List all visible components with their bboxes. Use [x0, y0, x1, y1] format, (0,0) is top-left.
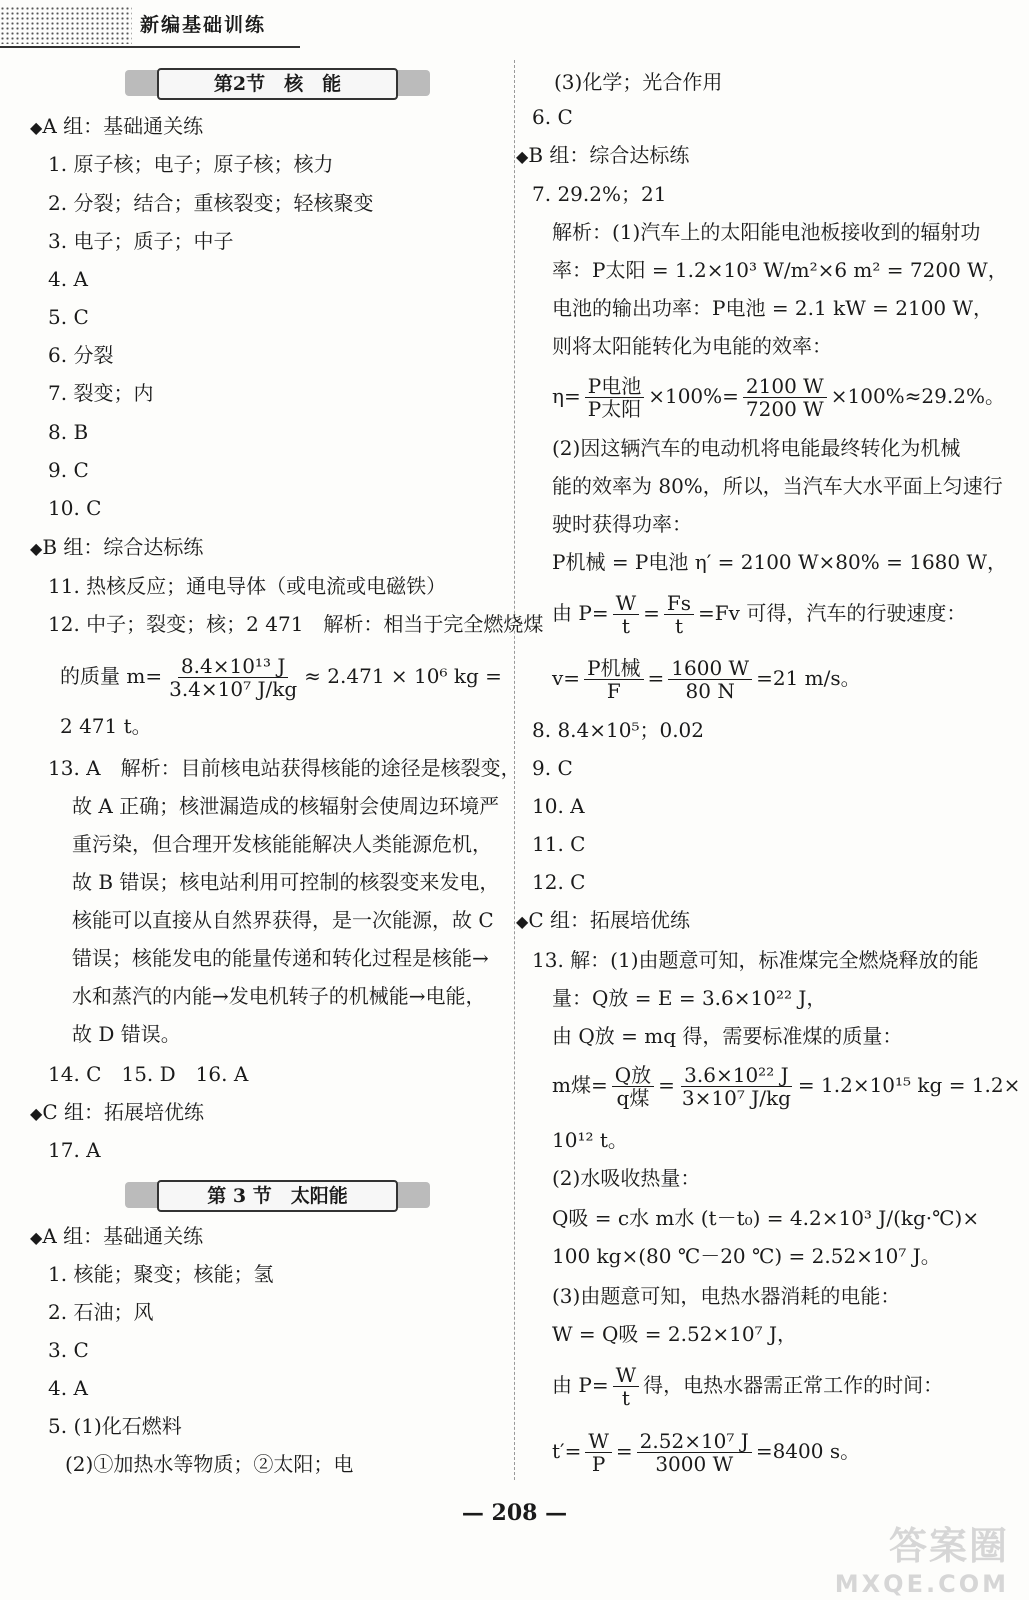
answer-item: 7. 裂变；内 [48, 381, 154, 405]
section-title: 第2节 核 能 [157, 68, 398, 100]
answer-item: 9. C [532, 756, 573, 780]
answer-formula: v= $\frac{\text{P机械}}{F}$ = $\frac{1600 W}{80 N}$ =21 m/s。 [552, 656, 861, 703]
answer-item: (2)①加热水等物质；②太阳；电 [65, 1452, 354, 1476]
answer-formula: m煤= $\frac{\text{Q放}}{\text{q煤}}$ = $\frac{\text{3.6×10²² J}}{\text{3×10⁷ J/kg}}$ = 1.2×10¹⁵ kg = 1.2× [552, 1063, 1021, 1110]
answer-item: 13. 解：(1)由题意可知，标准煤完全燃烧释放的能 [532, 948, 979, 972]
watermark-logo: 答案圈 MXQE.COM [834, 1524, 1009, 1598]
group-heading: ◆A 组：基础通关练 [30, 1224, 204, 1248]
answer-item: Q吸 = c水 m水 (t－t₀) = 4.2×10³ J/(kg·℃)× [552, 1206, 980, 1230]
group-heading: ◆B 组：综合达标练 [516, 143, 690, 167]
answer-item: 水和蒸汽的内能→发电机转子的机械能→电能， [72, 984, 486, 1008]
page-header [0, 0, 300, 50]
answer-item: 1. 原子核；电子；原子核；核力 [48, 152, 334, 176]
answer-item: 12. C [532, 870, 586, 894]
answer-item: (3)由题意可知，电热水器消耗的电能： [552, 1284, 901, 1308]
answer-item: 13. A 解析：目前核电站获得核能的途径是核裂变， [48, 756, 521, 780]
answer-item: 电池的输出功率：P电池 = 2.1 kW = 2100 W， [552, 296, 994, 320]
answer-item: 5. C [48, 305, 89, 329]
answer-item: 6. 分裂 [48, 343, 114, 367]
fraction: $\frac{\text{2.52×10⁷ J}}{3000 W}$ [637, 1430, 752, 1475]
fraction: $\frac{W}{P}$ [585, 1430, 612, 1475]
answer-item: 9. C [48, 458, 89, 482]
answer-item: 6. C [532, 105, 573, 129]
answer-item: 故 A 正确；核泄漏造成的核辐射会使周边环境严 [72, 794, 500, 818]
answer-item: 故 D 错误。 [72, 1022, 181, 1046]
fraction: $\frac{\text{P电池}}{\text{P太阳}}$ [585, 375, 644, 420]
answer-formula: η= $\frac{\text{P电池}}{\text{P太阳}}$ ×100%= $\frac{2100 W}{7200 W}$ ×100%≈29.2%。 [552, 374, 1005, 421]
section-banner-3 [125, 1180, 430, 1210]
page-number: — 208 — [461, 1500, 568, 1526]
answer-item: 3. C [48, 1338, 89, 1362]
answer-formula: 由 P= $\frac{W}{t}$ = $\frac{Fs}{t}$ =Fv 可得，汽车的行驶速度： [552, 591, 967, 638]
answer-item: 10¹² t。 [552, 1128, 628, 1152]
answer-item: W = Q吸 = 2.52×10⁷ J， [552, 1322, 798, 1346]
answer-formula: 由 P= $\frac{W}{t}$ 得，电热水器需正常工作的时间： [552, 1363, 944, 1410]
answer-item: 4. A [48, 1376, 88, 1400]
answer-item: 1. 核能；聚变；核能；氢 [48, 1262, 274, 1286]
answer-item: (2)因这辆汽车的电动机将电能最终转化为机械 [552, 436, 961, 460]
answer-item: 10. A [532, 794, 585, 818]
answer-item: 5. (1)化石燃料 [48, 1414, 182, 1438]
fraction: $\frac{\text{P机械}}{F}$ [584, 657, 643, 702]
header-dot-pattern [0, 6, 132, 44]
answer-item: 14. C 15. D 16. A [48, 1062, 249, 1086]
fraction: $\frac{\text{3.6×10²² J}}{\text{3×10⁷ J/kg}}$ [681, 1063, 791, 1110]
answer-item: 12. 中子；裂变；核；2 471 解析：相当于完全燃烧煤 [48, 612, 544, 636]
answer-item: (3)化学；光合作用 [554, 70, 723, 94]
answer-item: 2 471 t。 [60, 714, 152, 738]
fraction: $\frac{2100 W}{7200 W}$ [743, 375, 827, 420]
answer-item: 3. 电子；质子；中子 [48, 229, 234, 253]
group-heading: ◆C 组：拓展培优练 [516, 908, 690, 932]
answer-formula: 的质量 m= $\frac{\text{8.4×10¹³ J}}{\text{3.4×10⁷ J/kg}}$ ≈ 2.471 × 10⁶ kg = [60, 654, 502, 701]
answer-item: (2)水吸收热量： [552, 1166, 701, 1190]
answer-item: 解析：(1)汽车上的太阳能电池板接收到的辐射功 [552, 220, 981, 244]
section-banner-2 [125, 68, 430, 98]
answer-item: 驶时获得功率： [552, 512, 692, 536]
answer-item: 8. B [48, 420, 89, 444]
answer-item: 2. 分裂；结合；重核裂变；轻核聚变 [48, 191, 374, 215]
fraction: $\frac{1600 W}{80 N}$ [668, 657, 752, 702]
answer-item: 重污染，但合理开发核能能解决人类能源危机， [72, 832, 492, 856]
answer-item: 17. A [48, 1138, 101, 1162]
answer-item: 核能可以直接从自然界获得，是一次能源，故 C [72, 908, 494, 932]
group-heading: ◆A 组：基础通关练 [30, 114, 204, 138]
answer-item: 率：P太阳 = 1.2×10³ W/m²×6 m² = 7200 W， [552, 258, 1008, 282]
group-heading: ◆C 组：拓展培优练 [30, 1100, 204, 1124]
answer-item: 10. C [48, 496, 102, 520]
answer-item: 100 kg×(80 ℃－20 ℃) = 2.52×10⁷ J。 [552, 1244, 941, 1268]
header-title: 新编基础训练 [140, 14, 267, 36]
section-title: 第 3 节 太阳能 [157, 1180, 398, 1212]
fraction: $\frac{W}{t}$ [613, 592, 640, 637]
header-rule [0, 46, 300, 48]
answer-item: P机械 = P电池 η′ = 2100 W×80% = 1680 W， [552, 550, 1008, 574]
fraction: $\frac{\text{8.4×10¹³ J}}{\text{3.4×10⁷ J/kg}}$ [169, 654, 298, 701]
answer-item: 能的效率为 80%，所以，当汽车大水平面上匀速行 [552, 474, 1003, 498]
answer-item: 7. 29.2%；21 [532, 182, 667, 206]
answer-item: 8. 8.4×10⁵；0.02 [532, 718, 705, 742]
answer-item: 量：Q放 = E = 3.6×10²² J， [552, 986, 827, 1010]
answer-item: 由 Q放 = mq 得，需要标准煤的质量： [552, 1024, 903, 1048]
answer-formula: t′= $\frac{W}{P}$ = $\frac{\text{2.52×10⁷ J}}{3000 W}$ =8400 s。 [552, 1429, 861, 1476]
answer-item: 11. 热核反应；通电导体（或电流或电磁铁） [48, 574, 447, 598]
fraction: $\frac{W}{t}$ [613, 1364, 640, 1409]
answer-item: 则将太阳能转化为电能的效率： [552, 334, 832, 358]
group-heading: ◆B 组：综合达标练 [30, 535, 204, 559]
answer-item: 11. C [532, 832, 586, 856]
fraction: $\frac{\text{Q放}}{\text{q煤}}$ [612, 1064, 654, 1109]
answer-item: 4. A [48, 267, 88, 291]
fraction: $\frac{Fs}{t}$ [664, 592, 694, 637]
answer-item: 2. 石油；风 [48, 1300, 154, 1324]
answer-item: 错误；核能发电的能量传递和转化过程是核能→ [72, 946, 489, 970]
answer-item: 故 B 错误；核电站利用可控制的核裂变来发电， [72, 870, 500, 894]
